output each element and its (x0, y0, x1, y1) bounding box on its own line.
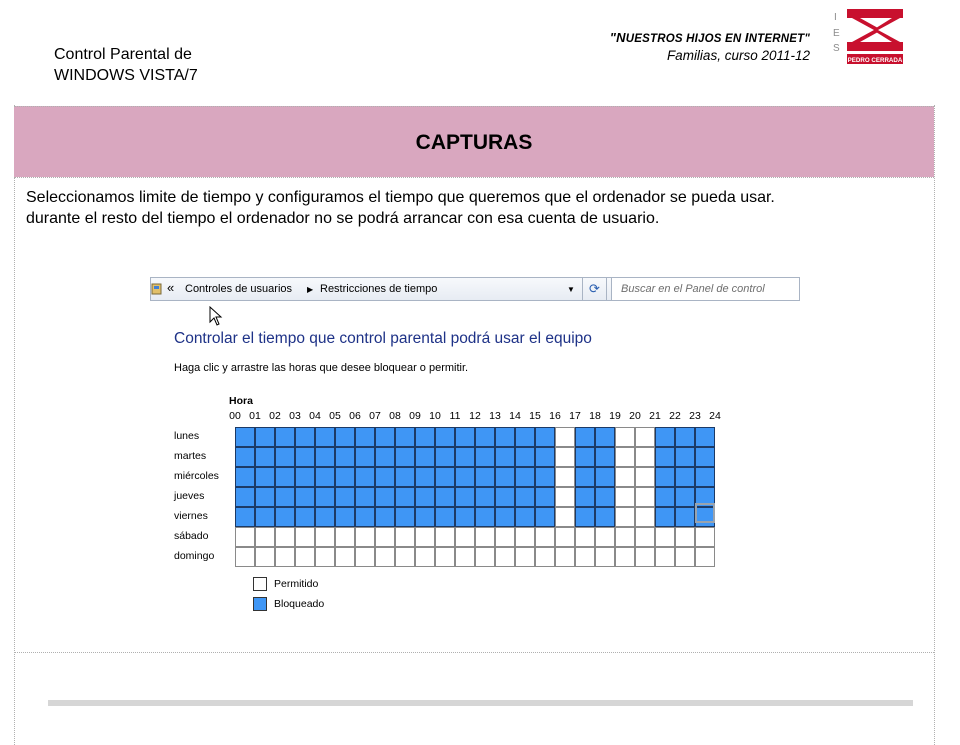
hour-label-15: 15 (529, 410, 541, 422)
document-title-line2: WINDOWS VISTA/7 (54, 67, 198, 84)
schedule-cell-blocked[interactable] (415, 447, 435, 467)
hour-label-07: 07 (369, 410, 381, 422)
schedule-cell-allowed[interactable] (615, 527, 635, 547)
hour-label-14: 14 (509, 410, 521, 422)
schedule-cell-blocked[interactable] (595, 467, 615, 487)
schedule-cell-blocked[interactable] (435, 427, 455, 447)
schedule-cell-blocked[interactable] (415, 507, 435, 527)
schedule-cell-blocked[interactable] (575, 447, 595, 467)
schedule-cell-blocked[interactable] (655, 507, 675, 527)
document-title-line1: Control Parental de (54, 46, 192, 63)
schedule-cell-blocked[interactable] (255, 467, 275, 487)
schedule-cell-blocked[interactable] (675, 447, 695, 467)
schedule-cell-allowed[interactable] (555, 467, 575, 487)
schedule-cell-allowed[interactable] (635, 487, 655, 507)
schedule-cell-allowed[interactable] (435, 547, 455, 567)
schedule-cell-blocked[interactable] (595, 507, 615, 527)
schedule-cell-blocked[interactable] (375, 447, 395, 467)
schedule-cell-allowed[interactable] (415, 527, 435, 547)
schedule-cell-blocked[interactable] (655, 487, 675, 507)
schedule-cell-allowed[interactable] (475, 527, 495, 547)
schedule-cell-allowed[interactable] (435, 527, 455, 547)
breadcrumb-parental-controls[interactable]: Controles de usuarios (185, 283, 293, 295)
hour-label-19: 19 (609, 410, 621, 422)
hour-label-13: 13 (489, 410, 501, 422)
day-label: sábado (174, 530, 209, 542)
schedule-cell-allowed[interactable] (535, 547, 555, 567)
schedule-cell-blocked[interactable] (255, 447, 275, 467)
section-title-bar (14, 106, 934, 177)
hour-label-12: 12 (469, 410, 481, 422)
schedule-cell-blocked[interactable] (595, 447, 615, 467)
schedule-cell-blocked[interactable] (295, 447, 315, 467)
school-logo (830, 6, 908, 68)
schedule-cell-blocked[interactable] (655, 467, 675, 487)
schedule-cell-blocked[interactable] (455, 487, 475, 507)
schedule-cell-blocked[interactable] (315, 487, 335, 507)
schedule-cell-blocked[interactable] (255, 427, 275, 447)
schedule-cell-allowed[interactable] (635, 447, 655, 467)
schedule-cell-blocked[interactable] (415, 427, 435, 447)
schedule-cell-blocked[interactable] (475, 447, 495, 467)
schedule-cell-allowed[interactable] (395, 547, 415, 567)
schedule-cell-blocked[interactable] (475, 507, 495, 527)
legend-allowed-swatch (253, 577, 267, 591)
schedule-cell-blocked[interactable] (355, 427, 375, 447)
schedule-cell-blocked[interactable] (255, 507, 275, 527)
schedule-cell-blocked[interactable] (355, 507, 375, 527)
day-label: miércoles (174, 470, 219, 482)
schedule-cell-blocked[interactable] (395, 507, 415, 527)
address-bar[interactable] (150, 277, 612, 301)
schedule-cell-allowed[interactable] (575, 547, 595, 567)
schedule-cell-allowed[interactable] (375, 527, 395, 547)
hour-label-01: 01 (249, 410, 261, 422)
schedule-cell-blocked[interactable] (575, 427, 595, 447)
logo-letter-s: S (833, 43, 840, 54)
hour-label-11: 11 (449, 410, 461, 422)
schedule-cell-blocked[interactable] (335, 427, 355, 447)
schedule-cell-blocked[interactable] (395, 447, 415, 467)
hour-label-00: 00 (229, 410, 241, 422)
schedule-cell-blocked[interactable] (575, 487, 595, 507)
control-panel-icon (151, 282, 163, 296)
schedule-cell-blocked[interactable] (455, 447, 475, 467)
hour-label-09: 09 (409, 410, 421, 422)
schedule-cell-blocked[interactable] (235, 427, 255, 447)
schedule-cell-blocked[interactable] (355, 467, 375, 487)
schedule-cell-blocked[interactable] (495, 507, 515, 527)
schedule-cell-blocked[interactable] (535, 487, 555, 507)
schedule-cell-blocked[interactable] (375, 467, 395, 487)
schedule-cell-allowed[interactable] (495, 527, 515, 547)
schedule-cell-allowed[interactable] (675, 547, 695, 567)
hour-label-17: 17 (569, 410, 581, 422)
logo-mark-icon (847, 9, 903, 51)
schedule-cell-blocked[interactable] (295, 467, 315, 487)
description-line1: Seleccionamos limite de tiempo y configuramos el tiempo que queremos que el ordenador se pueda usar. (26, 189, 775, 206)
day-label: martes (174, 450, 207, 462)
breadcrumb-time-limits[interactable]: Restricciones de tiempo (320, 283, 438, 295)
schedule-cell-blocked[interactable] (435, 487, 455, 507)
schedule-cell-blocked[interactable] (415, 467, 435, 487)
schedule-cell-allowed[interactable] (555, 547, 575, 567)
schedule-cell-blocked[interactable] (275, 467, 295, 487)
schedule-cell-allowed[interactable] (355, 547, 375, 567)
schedule-cell-allowed[interactable] (275, 547, 295, 567)
refresh-button[interactable] (582, 277, 607, 301)
schedule-cell-blocked[interactable] (675, 487, 695, 507)
schedule-cell-blocked[interactable] (295, 487, 315, 507)
schedule-cell-allowed[interactable] (275, 527, 295, 547)
schedule-cell-allowed[interactable] (315, 547, 335, 567)
schedule-cell-blocked[interactable] (355, 487, 375, 507)
schedule-cell-blocked[interactable] (515, 447, 535, 467)
schedule-cell-allowed[interactable] (255, 527, 275, 547)
schedule-cell-blocked[interactable] (675, 467, 695, 487)
course-label: Familias, curso 2011-12 (666, 48, 810, 63)
schedule-cell-blocked[interactable] (535, 427, 555, 447)
schedule-cell-allowed[interactable] (615, 427, 635, 447)
logo-letter-i: I (834, 12, 837, 23)
schedule-cell-blocked[interactable] (315, 467, 335, 487)
series-title (610, 30, 810, 45)
hour-label-18: 18 (589, 410, 601, 422)
schedule-cell-blocked[interactable] (575, 467, 595, 487)
schedule-cell-blocked[interactable] (535, 467, 555, 487)
legend-blocked-swatch (253, 597, 267, 611)
schedule-cell-allowed[interactable] (255, 547, 275, 567)
schedule-cell-blocked[interactable] (455, 467, 475, 487)
description-paragraph (26, 187, 926, 229)
schedule-cell-allowed[interactable] (615, 487, 635, 507)
schedule-cell-allowed[interactable] (395, 527, 415, 547)
breadcrumb-separator-icon: ▶ (307, 285, 314, 294)
schedule-cell-allowed[interactable] (455, 527, 475, 547)
hour-label-03: 03 (289, 410, 301, 422)
schedule-cell-blocked[interactable] (495, 427, 515, 447)
schedule-cell-blocked[interactable] (415, 487, 435, 507)
schedule-cell-blocked[interactable] (375, 507, 395, 527)
schedule-cell-allowed[interactable] (335, 547, 355, 567)
hour-label-24: 24 (709, 410, 721, 422)
schedule-cell-blocked[interactable] (335, 447, 355, 467)
schedule-cell-allowed[interactable] (695, 547, 715, 567)
hour-label-22: 22 (669, 410, 681, 422)
schedule-cell-allowed[interactable] (555, 447, 575, 467)
schedule-cell-blocked[interactable] (355, 447, 375, 467)
schedule-cell-blocked[interactable] (515, 487, 535, 507)
schedule-cell-allowed[interactable] (635, 547, 655, 567)
schedule-cell-blocked[interactable] (435, 507, 455, 527)
hour-label-10: 10 (429, 410, 441, 422)
schedule-cell-allowed[interactable] (495, 547, 515, 567)
schedule-cell-blocked[interactable] (435, 467, 455, 487)
schedule-cell-blocked[interactable] (475, 467, 495, 487)
schedule-cell-blocked[interactable] (475, 487, 495, 507)
schedule-cell-blocked[interactable] (235, 447, 255, 467)
hour-label-06: 06 (349, 410, 361, 422)
footer-bar (48, 700, 913, 706)
series-title-part2: NTERNET" (748, 33, 810, 45)
schedule-cell-allowed[interactable] (315, 527, 335, 547)
schedule-cell-blocked[interactable] (335, 487, 355, 507)
day-label: domingo (174, 550, 215, 562)
schedule-cell-allowed[interactable] (655, 547, 675, 567)
schedule-cell-allowed[interactable] (555, 527, 575, 547)
schedule-cell-blocked[interactable] (295, 427, 315, 447)
schedule-cell-blocked[interactable] (315, 507, 335, 527)
logo-letter-e: E (833, 28, 840, 39)
schedule-cell-blocked[interactable] (375, 487, 395, 507)
schedule-cell-allowed[interactable] (595, 527, 615, 547)
hour-label-05: 05 (329, 410, 341, 422)
schedule-cell-allowed[interactable] (515, 547, 535, 567)
schedule-cell-allowed[interactable] (575, 527, 595, 547)
schedule-cell-blocked[interactable] (395, 427, 415, 447)
schedule-cell-allowed[interactable] (455, 547, 475, 567)
schedule-cell-allowed[interactable] (235, 527, 255, 547)
schedule-cell-blocked[interactable] (235, 487, 255, 507)
logo-name: PEDRO CERRADA (847, 57, 903, 64)
series-header (610, 30, 810, 63)
schedule-cell-blocked[interactable] (655, 427, 675, 447)
schedule-cell-blocked[interactable] (335, 467, 355, 487)
bottom-divider (14, 652, 934, 653)
schedule-cell-allowed[interactable] (475, 547, 495, 567)
series-title-cap2: I (744, 30, 749, 45)
schedule-cell-allowed[interactable] (235, 547, 255, 567)
schedule-cell-allowed[interactable] (615, 467, 635, 487)
schedule-cell-allowed[interactable] (535, 527, 555, 547)
schedule-cell-blocked[interactable] (335, 507, 355, 527)
schedule-cell-allowed[interactable] (635, 427, 655, 447)
schedule-cell-blocked[interactable] (495, 467, 515, 487)
day-label: lunes (174, 430, 200, 442)
schedule-cell-allowed[interactable] (615, 547, 635, 567)
schedule-cell-blocked[interactable] (495, 447, 515, 467)
search-input[interactable]: Buscar en el Panel de control (611, 277, 800, 301)
schedule-cell-allowed[interactable] (355, 527, 375, 547)
schedule-cell-blocked[interactable] (695, 427, 715, 447)
document-title (54, 44, 198, 86)
schedule-cell-allowed[interactable] (595, 547, 615, 567)
schedule-cell-blocked[interactable] (695, 447, 715, 467)
hour-label-21: 21 (649, 410, 661, 422)
schedule-cell-blocked[interactable] (315, 427, 335, 447)
schedule-cell-blocked[interactable] (235, 467, 255, 487)
hour-label-08: 08 (389, 410, 401, 422)
legend-allowed-label: Permitido (274, 578, 319, 590)
panel-heading: Controlar el tiempo que control parental podrá usar el equipo (174, 330, 592, 347)
schedule-cell-blocked[interactable] (395, 487, 415, 507)
schedule-cell-blocked[interactable] (535, 507, 555, 527)
schedule-cell-blocked[interactable] (435, 447, 455, 467)
schedule-cell-allowed[interactable] (635, 527, 655, 547)
schedule-cell-allowed[interactable] (675, 527, 695, 547)
schedule-cell-allowed[interactable] (375, 547, 395, 567)
schedule-cell-blocked[interactable] (375, 427, 395, 447)
series-title-cap1: "N (609, 30, 626, 45)
description-line2: durante el resto del tiempo el ordenador no se podrá arrancar con esa cuenta de usuario. (26, 210, 660, 227)
schedule-cell-allowed[interactable] (635, 467, 655, 487)
title-divider (14, 177, 934, 178)
series-title-part1: UESTROS HIJOS EN (625, 33, 745, 45)
day-label: jueves (174, 490, 205, 502)
hour-label-04: 04 (309, 410, 321, 422)
schedule-cell-allowed[interactable] (655, 527, 675, 547)
schedule-cell-blocked[interactable] (275, 447, 295, 467)
schedule-cell-blocked[interactable] (455, 507, 475, 527)
hour-label-16: 16 (549, 410, 561, 422)
hour-label-02: 02 (269, 410, 281, 422)
schedule-cell-blocked[interactable] (655, 447, 675, 467)
legend-blocked-label: Bloqueado (274, 598, 325, 610)
schedule-cell-blocked[interactable] (295, 507, 315, 527)
refresh-icon: ⟳ (589, 281, 600, 296)
schedule-cell-blocked[interactable] (695, 467, 715, 487)
schedule-cell-blocked[interactable] (675, 507, 695, 527)
schedule-cell-allowed[interactable] (555, 507, 575, 527)
schedule-cell-blocked[interactable] (235, 507, 255, 527)
schedule-cell-allowed[interactable] (295, 527, 315, 547)
schedule-cell-allowed[interactable] (515, 527, 535, 547)
schedule-cell-blocked[interactable] (275, 487, 295, 507)
schedule-cell-allowed[interactable] (615, 507, 635, 527)
schedule-cell-blocked[interactable] (455, 427, 475, 447)
schedule-cell-allowed[interactable] (295, 547, 315, 567)
schedule-cell-blocked[interactable] (255, 487, 275, 507)
schedule-cell-blocked[interactable] (575, 507, 595, 527)
hour-axis-title: Hora (229, 395, 253, 407)
hour-label-23: 23 (689, 410, 701, 422)
mouse-cursor-icon (209, 306, 223, 326)
hover-highlight (695, 503, 715, 523)
schedule-cell-allowed[interactable] (555, 487, 575, 507)
panel-instructions: Haga clic y arrastre las horas que desee bloquear o permitir. (174, 362, 469, 374)
dropdown-arrow-icon[interactable]: ▼ (567, 285, 575, 294)
back-chevrons-icon[interactable]: « (167, 280, 175, 295)
schedule-cell-blocked[interactable] (515, 427, 535, 447)
schedule-cell-allowed[interactable] (695, 527, 715, 547)
schedule-cell-allowed[interactable] (635, 507, 655, 527)
hour-label-20: 20 (629, 410, 641, 422)
time-limits-screenshot (150, 276, 800, 616)
schedule-cell-allowed[interactable] (555, 427, 575, 447)
schedule-cell-blocked[interactable] (595, 487, 615, 507)
schedule-cell-blocked[interactable] (595, 427, 615, 447)
schedule-cell-blocked[interactable] (275, 507, 295, 527)
schedule-cell-allowed[interactable] (415, 547, 435, 567)
schedule-cell-blocked[interactable] (675, 427, 695, 447)
schedule-cell-blocked[interactable] (535, 447, 555, 467)
schedule-cell-blocked[interactable] (475, 427, 495, 447)
schedule-cell-allowed[interactable] (615, 447, 635, 467)
schedule-cell-blocked[interactable] (515, 467, 535, 487)
schedule-cell-blocked[interactable] (515, 507, 535, 527)
schedule-cell-blocked[interactable] (495, 487, 515, 507)
section-title: CAPTURAS (415, 131, 533, 154)
day-label: viernes (174, 510, 208, 522)
schedule-cell-blocked[interactable] (315, 447, 335, 467)
schedule-cell-allowed[interactable] (335, 527, 355, 547)
schedule-cell-blocked[interactable] (275, 427, 295, 447)
schedule-cell-blocked[interactable] (395, 467, 415, 487)
